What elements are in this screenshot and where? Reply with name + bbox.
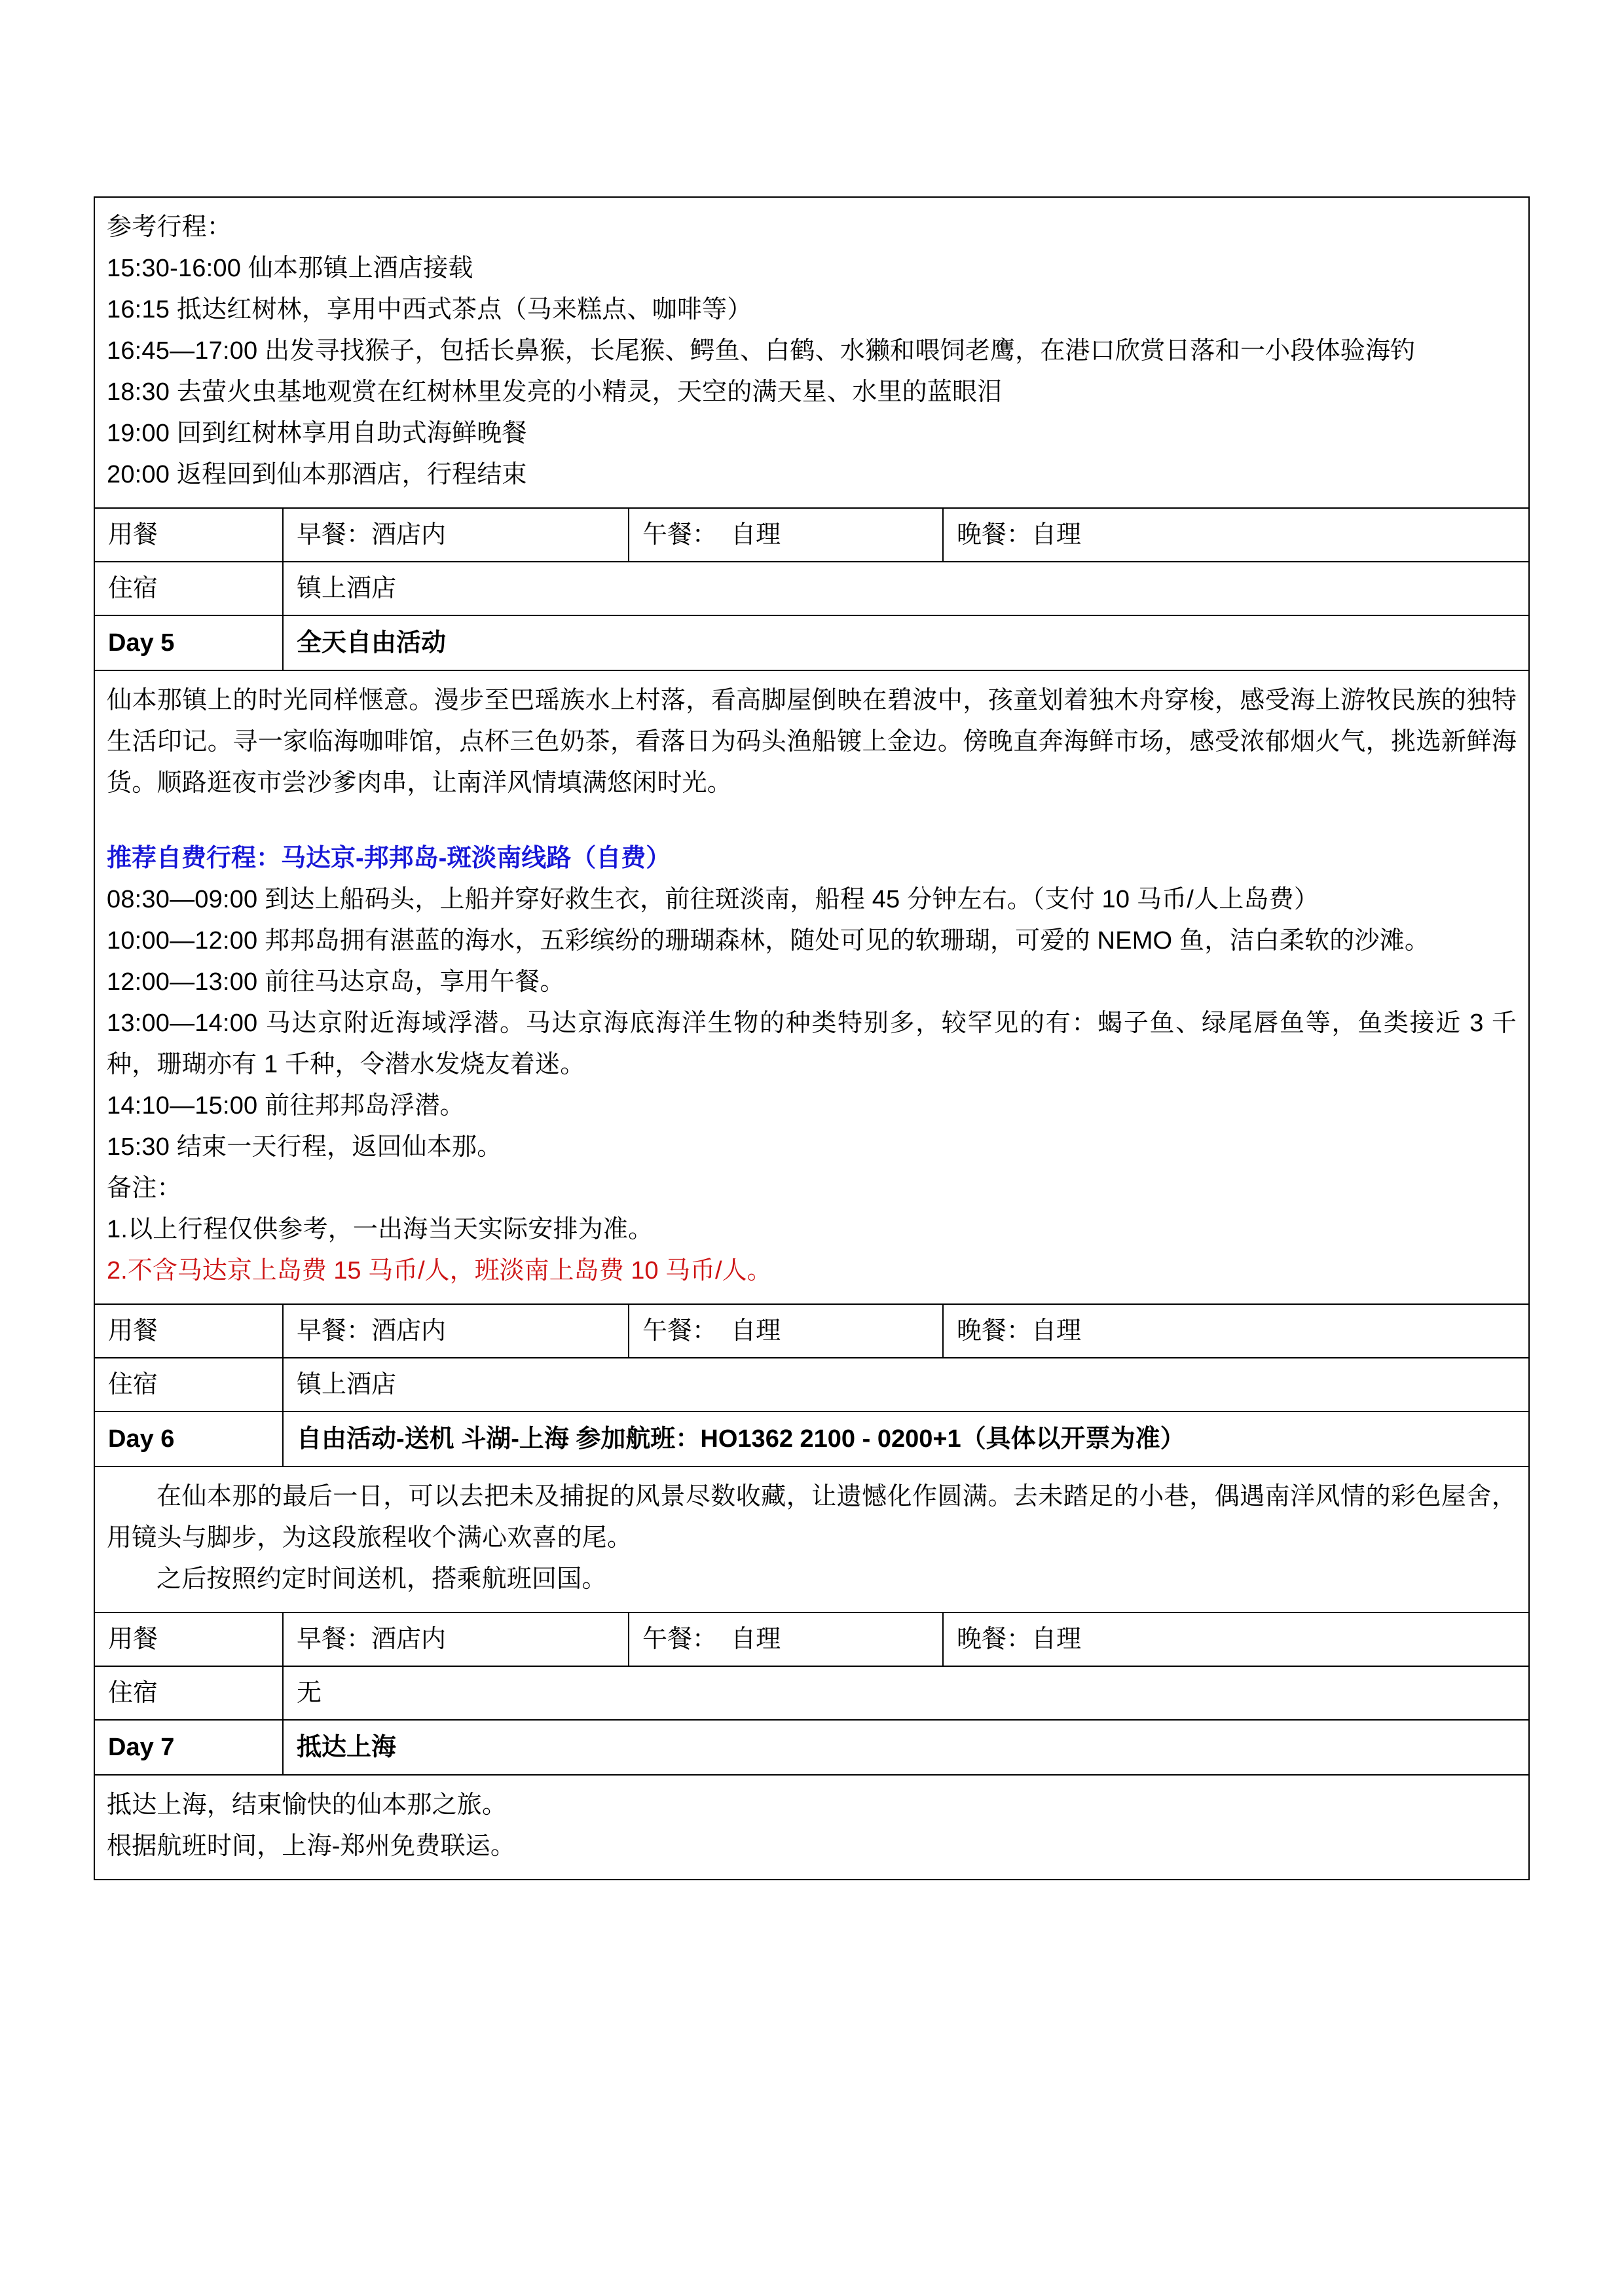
day7-label: Day 7 bbox=[108, 1734, 175, 1761]
day4-breakfast: 早餐：酒店内 bbox=[297, 521, 447, 549]
day4-stay-row bbox=[94, 562, 1529, 615]
day4-dinner-cell bbox=[943, 508, 1529, 562]
day4-detail-line-6: 20:00 返程回到仙本那酒店，行程结束 bbox=[107, 461, 527, 488]
day5-stay-label: 住宿 bbox=[108, 1371, 158, 1398]
day6-label: Day 6 bbox=[108, 1425, 175, 1453]
day4-stay-label-cell bbox=[94, 562, 283, 615]
day7-body-cell bbox=[94, 1775, 1529, 1880]
day6-body-cell bbox=[94, 1467, 1529, 1613]
day6-title-cell bbox=[283, 1412, 1529, 1467]
day6-title: 自由活动-送机 斗湖-上海 参加航班：HO1362 2100 - 0200+1（具体以开票为准） bbox=[297, 1425, 1185, 1453]
day5-paragraph: 仙本那镇上的时光同样惬意。漫步至巴瑶族水上村落，看高脚屋倒映在碧波中，孩童划着独木舟穿梭，感受海上游牧民族的独特生活印记。寻一家临海咖啡馆，点杯三色奶茶，看落日为码头渔船镀上金边。傍晚直奔海鲜市场，感受浓郁烟火气，挑选新鲜海货。顺路逛夜市尝沙爹肉串，让南洋风情填满悠闲时光。 bbox=[107, 687, 1517, 797]
day6-stay-value-cell bbox=[283, 1666, 1529, 1720]
day4-detail-line-3: 16:45—17:00 出发寻找猴子，包括长鼻猴，长尾猴、鳄鱼、白鹤、水獭和喂饲老鹰，在港口欣赏日落和一小段体验海钓 bbox=[107, 337, 1416, 365]
day6-lunch-cell bbox=[629, 1613, 943, 1666]
day6-paragraph-1: 在仙本那的最后一日，可以去把未及捕捉的风景尽数收藏，让遗憾化作圆满。去未踏足的小巷，偶遇南洋风情的彩色屋舍，用镜头与脚步，为这段旅程收个满心欢喜的尾。 bbox=[107, 1483, 1517, 1552]
day6-stay-value: 无 bbox=[297, 1679, 322, 1707]
day5-note-2: 2.不含马达京上岛费 15 马币/人，班淡南上岛费 10 马币/人。 bbox=[107, 1257, 772, 1285]
day4-stay-value: 镇上酒店 bbox=[297, 575, 397, 602]
day5-optional-line-6: 15:30 结束一天行程，返回仙本那。 bbox=[107, 1133, 502, 1161]
day5-meals-label: 用餐 bbox=[108, 1317, 158, 1345]
day5-lunch: 午餐： 自理 bbox=[642, 1317, 781, 1345]
day4-detail-heading: 参考行程： bbox=[107, 213, 232, 241]
day5-body-block bbox=[95, 671, 1528, 1303]
day5-title: 全天自由活动 bbox=[297, 629, 447, 657]
day4-stay-value-cell bbox=[283, 562, 1529, 615]
day5-optional-heading: 推荐自费行程：马达京-邦邦岛-斑淡南线路（自费） bbox=[107, 845, 671, 872]
day7-title-cell bbox=[283, 1720, 1529, 1775]
day5-optional-line-3: 12:00—13:00 前往马达京岛，享用午餐。 bbox=[107, 968, 565, 996]
day7-line-2: 根据航班时间，上海-郑州免费联运。 bbox=[107, 1832, 516, 1860]
day6-meals-row bbox=[94, 1613, 1529, 1666]
day5-body-cell bbox=[94, 670, 1529, 1304]
day5-title-cell bbox=[283, 615, 1529, 670]
day7-body-block bbox=[95, 1776, 1528, 1879]
day4-dinner: 晚餐：自理 bbox=[957, 521, 1082, 549]
day5-optional-line-5: 14:10—15:00 前往邦邦岛浮潜。 bbox=[107, 1092, 465, 1120]
day7-line-1: 抵达上海，结束愉快的仙本那之旅。 bbox=[107, 1791, 507, 1819]
day5-spacer-1 bbox=[107, 804, 1517, 838]
day7-label-cell bbox=[94, 1720, 283, 1775]
day4-meals-row bbox=[94, 508, 1529, 562]
day4-detail-row bbox=[94, 197, 1529, 508]
day5-note-1: 1.以上行程仅供参考，一出海当天实际安排为准。 bbox=[107, 1216, 654, 1243]
day4-detail-cell bbox=[94, 197, 1529, 508]
day4-detail-line-2: 16:15 抵达红树林，享用中西式茶点（马来糕点、咖啡等） bbox=[107, 296, 752, 323]
day5-optional-line-2: 10:00—12:00 邦邦岛拥有湛蓝的海水，五彩缤纷的珊瑚森林，随处可见的软珊瑚，可爱的 NEMO 鱼，洁白柔软的沙滩。 bbox=[107, 927, 1430, 955]
day5-breakfast: 早餐：酒店内 bbox=[297, 1317, 447, 1345]
day5-stay-value-cell bbox=[283, 1358, 1529, 1412]
day5-stay-value: 镇上酒店 bbox=[297, 1371, 397, 1398]
day4-lunch-cell bbox=[629, 508, 943, 562]
day4-detail-line-4: 18:30 去萤火虫基地观赏在红树林里发亮的小精灵，天空的满天星、水里的蓝眼泪 bbox=[107, 378, 1003, 406]
day4-lunch: 午餐： 自理 bbox=[642, 521, 781, 549]
day6-paragraph-2: 之后按照约定时间送机，搭乘航班回国。 bbox=[157, 1565, 607, 1593]
day5-body-row bbox=[94, 670, 1529, 1304]
day6-breakfast-cell bbox=[283, 1613, 629, 1666]
day5-label-cell bbox=[94, 615, 283, 670]
day6-lunch: 午餐： 自理 bbox=[642, 1626, 781, 1653]
day4-meals-label: 用餐 bbox=[108, 521, 158, 549]
day4-breakfast-cell bbox=[283, 508, 629, 562]
day4-detail-line-5: 19:00 回到红树林享用自助式海鲜晚餐 bbox=[107, 420, 527, 447]
day5-meals-row bbox=[94, 1304, 1529, 1358]
day6-banner-row bbox=[94, 1412, 1529, 1467]
day6-label-cell bbox=[94, 1412, 283, 1467]
day4-meals-label-cell bbox=[94, 508, 283, 562]
day6-stay-label: 住宿 bbox=[108, 1679, 158, 1707]
day4-detail-line-1: 15:30-16:00 仙本那镇上酒店接载 bbox=[107, 255, 473, 282]
day7-banner-row bbox=[94, 1720, 1529, 1775]
day5-optional-line-1: 08:30—09:00 到达上船码头，上船并穿好救生衣，前往斑淡南，船程 45 分钟左右。（支付 10 马币/人上岛费） bbox=[107, 886, 1320, 913]
day5-stay-label-cell bbox=[94, 1358, 283, 1412]
itinerary-table bbox=[94, 196, 1530, 1880]
day6-meals-label: 用餐 bbox=[108, 1626, 158, 1653]
day5-breakfast-cell bbox=[283, 1304, 629, 1358]
day5-optional-line-4: 13:00—14:00 马达京附近海域浮潜。马达京海底海洋生物的种类特别多，较罕见的有：蝎子鱼、绿尾唇鱼等，鱼类接近 3 千种，珊瑚亦有 1 千种，令潜水发烧友着迷。 bbox=[107, 1010, 1517, 1078]
day5-label: Day 5 bbox=[108, 629, 175, 657]
day6-body-block bbox=[95, 1467, 1528, 1612]
day6-stay-label-cell bbox=[94, 1666, 283, 1720]
day5-stay-row bbox=[94, 1358, 1529, 1412]
day7-body-row bbox=[94, 1775, 1529, 1880]
day6-stay-row bbox=[94, 1666, 1529, 1720]
day5-banner-row bbox=[94, 615, 1529, 670]
day4-stay-label: 住宿 bbox=[108, 575, 158, 602]
day5-meals-label-cell bbox=[94, 1304, 283, 1358]
day5-notes-label: 备注： bbox=[107, 1175, 182, 1202]
day6-body-row bbox=[94, 1467, 1529, 1613]
day5-lunch-cell bbox=[629, 1304, 943, 1358]
day4-detail-block bbox=[95, 198, 1528, 507]
day6-dinner: 晚餐：自理 bbox=[957, 1626, 1082, 1653]
day6-breakfast: 早餐：酒店内 bbox=[297, 1626, 447, 1653]
day5-dinner: 晚餐：自理 bbox=[957, 1317, 1082, 1345]
day7-title: 抵达上海 bbox=[297, 1734, 397, 1761]
day6-dinner-cell bbox=[943, 1613, 1529, 1666]
day5-dinner-cell bbox=[943, 1304, 1529, 1358]
day6-meals-label-cell bbox=[94, 1613, 283, 1666]
